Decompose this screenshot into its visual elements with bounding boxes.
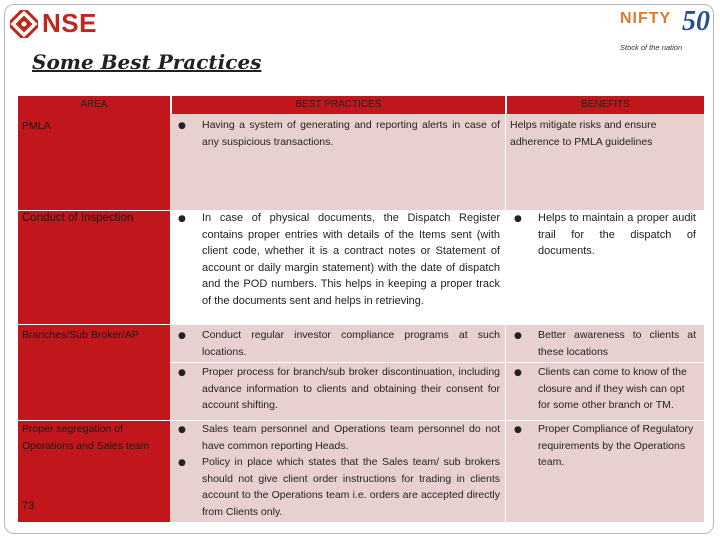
nifty-tagline: Stock of the nation	[620, 43, 683, 52]
nifty-logo-number: 50	[682, 6, 710, 37]
practice-segregation-2: Policy in place which states that the Sales team/ sub brokers should not give client order instructions for trading in clients account to the Operations team i.e. orders are accepted directly from Clients only.	[202, 456, 500, 518]
row-divider	[170, 362, 704, 363]
slide-title: Some Best Practices	[32, 50, 262, 74]
practice-pmla: Having a system of generating and reporting alerts in case of any suspicious transactions.	[202, 119, 500, 148]
bullet-icon: ●	[514, 425, 522, 435]
nse-logo	[10, 8, 97, 39]
area-branches: Branches/Sub Broker/AP	[22, 329, 139, 341]
row-divider	[18, 324, 704, 325]
column-header-benefits: BENEFITS	[507, 96, 704, 114]
bullet-icon: ●	[514, 368, 522, 378]
benefit-pmla: Helps mitigate risks and ensure adherence to PMLA guidelines	[510, 119, 657, 148]
practice-branches-1: Conduct regular investor compliance programs at such locations.	[202, 329, 500, 358]
benefit-inspection: Helps to maintain a proper audit trail for the dispatch of documents.	[538, 212, 696, 258]
benefit-branches-1: Better awareness to clients at these locations	[538, 329, 696, 358]
area-column-background	[18, 114, 170, 522]
page-number: 73	[22, 500, 35, 512]
column-header-best-practices: BEST PRACTICES	[172, 96, 505, 114]
bullet-icon: ●	[514, 331, 522, 341]
bullet-icon: ●	[178, 425, 186, 435]
practice-branches-2: Proper process for branch/sub broker discontinuation, including advance information to clients and obtaining their consent for account shifting.	[202, 366, 500, 412]
nse-logo-text: NSE	[42, 8, 97, 38]
column-header-area: AREA	[18, 96, 170, 114]
area-pmla: PMLA	[22, 120, 51, 132]
nifty-logo-text: NIFTY	[620, 10, 672, 27]
bullet-icon: ●	[178, 121, 186, 131]
bullet-icon: ●	[178, 368, 186, 378]
bullet-icon: ●	[178, 214, 186, 224]
nse-emblem-icon	[10, 10, 38, 38]
benefit-branches-2: Clients can come to know of the closure and if they wish can opt for some other branch or TM.	[538, 366, 687, 412]
column-divider	[505, 114, 506, 522]
bullet-icon: ●	[178, 458, 186, 468]
area-conduct-of-inspection: Conduct of Inspection	[22, 212, 134, 224]
practice-segregation-1: Sales team personnel and Operations team personnel do not have common reporting Heads.	[202, 423, 500, 452]
bullet-icon: ●	[178, 331, 186, 341]
bullet-icon: ●	[514, 214, 522, 224]
nifty-logo	[620, 6, 710, 54]
benefit-segregation: Proper Compliance of Regulatory requirements by the Operations team.	[538, 423, 694, 469]
practice-inspection: In case of physical documents, the Dispatch Register contains proper entries with details of the Items sent (with client code, whether it is a contract notes or Statement of account or daily margin statement) with the date of dispatch and the POD numbers. This helps in keeping a proper track of the documents sent and helps in retrieving.	[202, 212, 500, 307]
area-segregation: Proper segregation of Operations and Sales team	[22, 423, 150, 452]
